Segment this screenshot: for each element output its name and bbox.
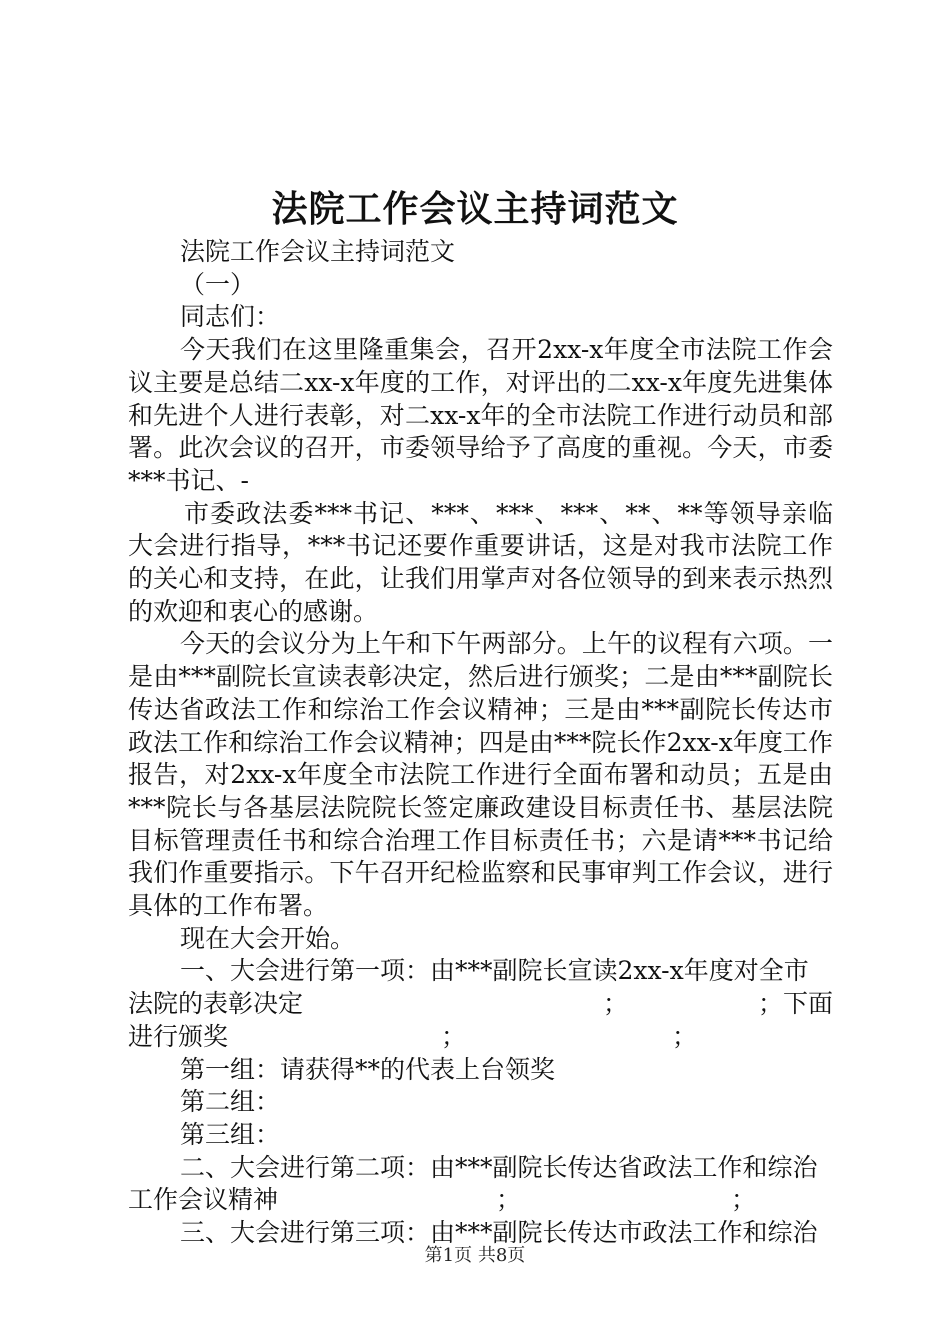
paragraph-opening: 今天我们在这里隆重集会，召开2xx-x年度全市法院工作会议主要是总结二xx-x年度的工作，对评出的二xx-x年度先进集体和先进个人进行表彰，对二xx-x年的全市法院工作进行动员和部署。此次会议的召开，市委领导给予了高度的重视。今天，市委***书记、- <box>128 335 833 495</box>
paragraph-group-two: 第二组： <box>180 1087 281 1117</box>
paragraph-item-three: 三、大会进行第三项：由***副院长传达市政法工作和综治 <box>180 1218 818 1248</box>
text-segment: 工作会议精神 <box>128 1185 279 1215</box>
paragraph-item-two-line2 <box>128 1184 833 1217</box>
paragraph-group-one: 第一组：请获得**的代表上台领奖 <box>180 1054 556 1084</box>
document-body <box>128 236 833 1250</box>
text-segment: ； <box>602 989 628 1019</box>
text-segment: ； <box>441 1021 467 1051</box>
text-segment: ； <box>731 1185 757 1215</box>
text-segment: ；下面 <box>757 989 833 1019</box>
paragraph-start: 现在大会开始。 <box>180 923 356 953</box>
paragraph-group-three: 第三组： <box>180 1119 281 1149</box>
paragraph-salutation: 同志们： <box>180 302 281 332</box>
text-segment: ； <box>672 1021 698 1051</box>
paragraph-agenda: 今天的会议分为上午和下午两部分。上午的议程有六项。一是由***副院长宣读表彰决定，然后进行颁奖；二是由***副院长传达省政法工作和综治工作会议精神；三是由***副院长传达市政法工作和综治工作会议精神；四是由***院长作2xx-x年度工作报告，对2xx-x年度全市法院工作进行全面布署和动员；五是由***院长与各基层法院院长签定廉政建设目标责任书、基层法院目标管理责任书和综合治理工作目标责任书；六是请***书记给我们作重要指示。下午召开纪检监察和民事审判工作会议，进行具体的工作布署。 <box>128 629 833 921</box>
text-segment: 进行颁奖 <box>128 1021 229 1051</box>
text-segment: ； <box>496 1185 522 1215</box>
text-segment: 法院的表彰决定 <box>128 989 304 1019</box>
page-footer: 第1页 共8页 <box>424 1245 526 1266</box>
paragraph-item-two: 二、大会进行第二项：由***副院长传达省政法工作和综治 <box>180 1152 818 1182</box>
paragraph-item-one: 一、大会进行第一项：由***副院长宣读2xx-x年度对全市 <box>180 956 809 986</box>
document-title: 法院工作会议主持词范文 <box>271 188 679 230</box>
paragraph-subtitle: 法院工作会议主持词范文 <box>180 237 456 266</box>
paragraph-section-number: （一） <box>180 269 256 299</box>
paragraph-item-one-line3 <box>128 1021 833 1054</box>
paragraph-leaders: 市委政法委***书记、***、***、***、**、**等领导亲临大会进行指导，***书记还要作重要讲话，这是对我市法院工作的关心和支持，在此，让我们用掌声对各位领导的到来表示热烈的欢迎和衷心的感谢。 <box>128 498 833 626</box>
paragraph-item-one-line2 <box>128 988 833 1021</box>
